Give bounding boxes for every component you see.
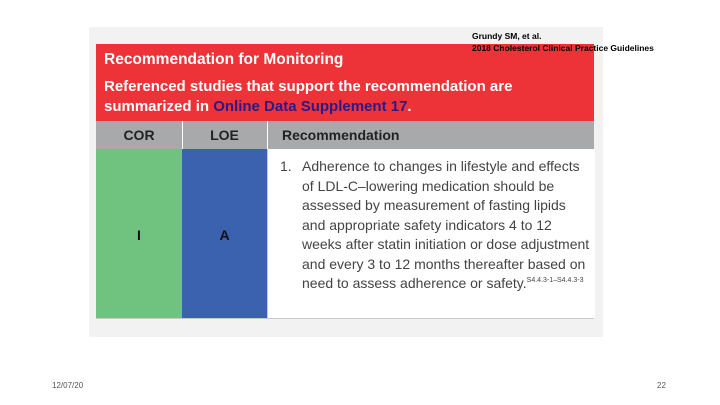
footer-date: 12/07/20: [52, 381, 84, 390]
citation-guideline: 2018 Cholesterol Clinical Practice Guidelines: [472, 43, 654, 53]
subtitle-suffix: .: [407, 98, 412, 115]
page-number: 22: [657, 381, 666, 390]
recommendation-title: Recommendation for Monitoring: [104, 51, 344, 68]
recommendation-header-box: [96, 44, 594, 121]
table-bottom-border: [96, 318, 594, 319]
reference-superscript: S4.4.3-1–S4.4.3-3: [526, 277, 584, 284]
citation: [472, 30, 654, 54]
recommendation-body: Adherence to changes in lifestyle and effects of LDL-C–lowering medication should be assessed by measurement of fasting lipids and appropriate safety indicators 4 to 12 weeks after statin initiation or dose adjustment and every 3 to 12 months thereafter based on need to assess adherence or safety.: [302, 158, 590, 291]
loe-cell: [182, 149, 267, 318]
data-supplement-link[interactable]: Online Data Supplement 17: [213, 98, 408, 115]
cor-value: I: [137, 227, 141, 243]
header-recommendation: Recommendation: [282, 127, 400, 143]
recommendation-number: 1.: [280, 158, 292, 174]
loe-value: A: [219, 227, 230, 243]
header-loe: LOE: [210, 127, 239, 143]
recommendation-text: [302, 157, 592, 294]
citation-authors: Grundy SM, et al.: [472, 31, 542, 41]
cor-cell: [96, 149, 182, 318]
subtitle-prefix: Referenced studies that support the recommendation are summarized in: [104, 78, 513, 115]
header-divider: [267, 121, 268, 149]
table-header-row: [96, 121, 594, 149]
header-cor: COR: [123, 127, 155, 143]
recommendation-cell: [267, 149, 595, 318]
recommendation-subtitle: [104, 77, 574, 117]
